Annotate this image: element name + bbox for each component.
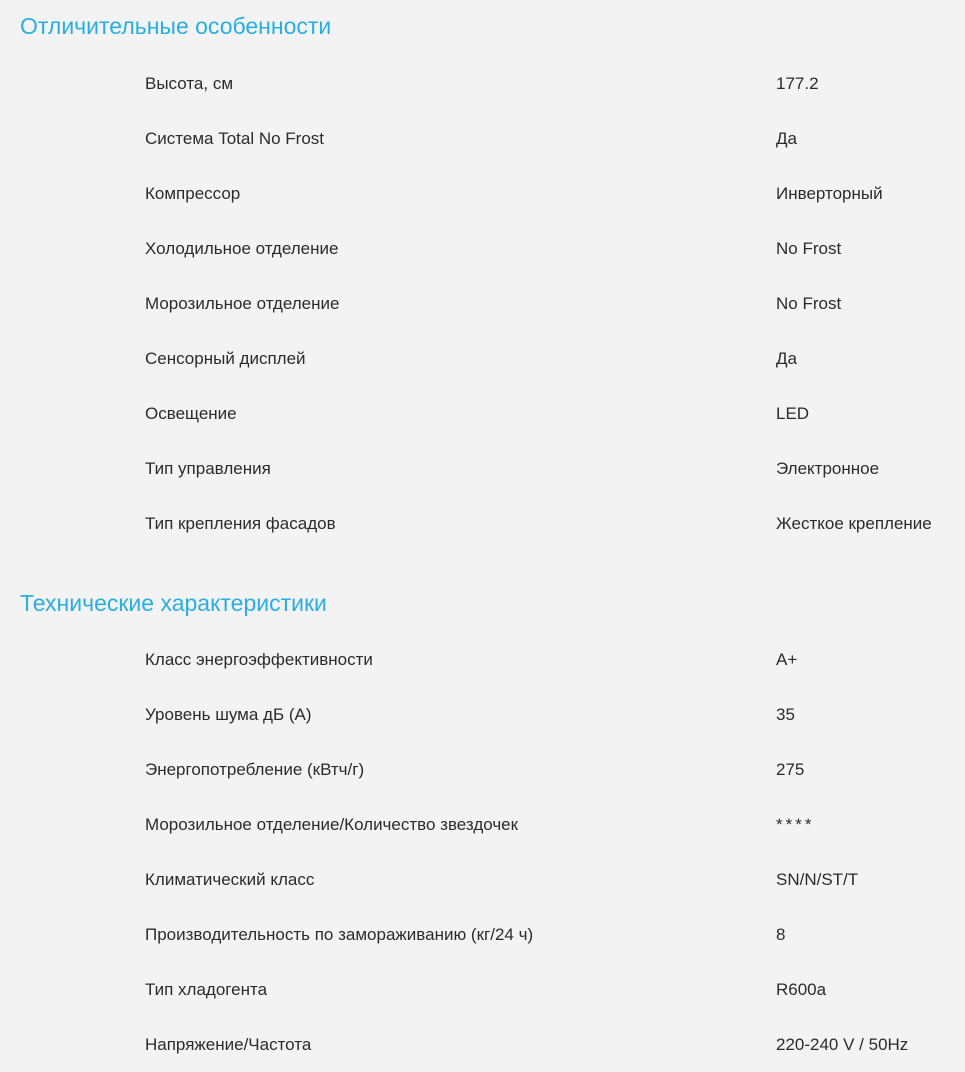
spec-list-technical <box>0 632 965 1072</box>
spec-label: Тип хладогента <box>145 979 268 999</box>
spec-row <box>0 111 965 166</box>
spec-value: Да <box>776 348 797 368</box>
spec-row <box>0 742 965 797</box>
spec-row <box>0 907 965 962</box>
spec-label: Освещение <box>145 403 237 423</box>
spec-label: Тип крепления фасадов <box>145 513 336 533</box>
spec-value: Жесткое крепление <box>776 513 932 533</box>
spec-row <box>0 687 965 742</box>
spec-value: **** <box>776 814 815 834</box>
spec-row <box>0 496 965 551</box>
spec-label: Холодильное отделение <box>145 238 339 258</box>
spec-row <box>0 1017 965 1072</box>
spec-row <box>0 852 965 907</box>
spec-label: Морозильное отделение <box>145 293 340 313</box>
spec-value: 8 <box>776 924 786 944</box>
spec-value: LED <box>776 403 810 423</box>
spec-value: 275 <box>776 759 805 779</box>
spec-value: Электронное <box>776 458 880 478</box>
spec-label: Энергопотребление (кВтч/г) <box>145 759 365 779</box>
spec-label: Компрессор <box>145 183 241 203</box>
spec-value: SN/N/ST/T <box>776 869 859 889</box>
spec-label: Класс энергоэффективности <box>145 649 373 669</box>
spec-row <box>0 441 965 496</box>
spec-list-features <box>0 56 965 551</box>
spec-value: No Frost <box>776 238 842 258</box>
section-title-technical: Технические характеристики <box>20 590 327 616</box>
spec-label: Напряжение/Частота <box>145 1034 312 1054</box>
spec-label: Тип управления <box>145 458 271 478</box>
spec-value: No Frost <box>776 293 842 313</box>
spec-label: Климатический класс <box>145 869 315 889</box>
spec-value: 35 <box>776 704 795 724</box>
spec-row <box>0 166 965 221</box>
spec-value: 220-240 V / 50Hz <box>776 1034 909 1054</box>
spec-row <box>0 56 965 111</box>
spec-row <box>0 962 965 1017</box>
spec-value: A+ <box>776 649 798 669</box>
spec-row <box>0 386 965 441</box>
spec-value: 177.2 <box>776 73 819 93</box>
spec-value: Инверторный <box>776 183 883 203</box>
spec-row <box>0 221 965 276</box>
spec-label: Система Total No Frost <box>145 128 324 148</box>
spec-row <box>0 632 965 687</box>
spec-label: Сенсорный дисплей <box>145 348 306 368</box>
spec-label: Высота, см <box>145 73 234 93</box>
spec-row <box>0 331 965 386</box>
spec-value: Да <box>776 128 797 148</box>
spec-value: R600a <box>776 979 827 999</box>
spec-label: Морозильное отделение/Количество звездочек <box>145 814 519 834</box>
spec-label: Уровень шума дБ (A) <box>145 704 312 724</box>
spec-row <box>0 276 965 331</box>
spec-row <box>0 797 965 852</box>
section-title-features: Отличительные особенности <box>20 13 332 39</box>
spec-label: Производительность по замораживанию (кг/24 ч) <box>145 924 534 944</box>
